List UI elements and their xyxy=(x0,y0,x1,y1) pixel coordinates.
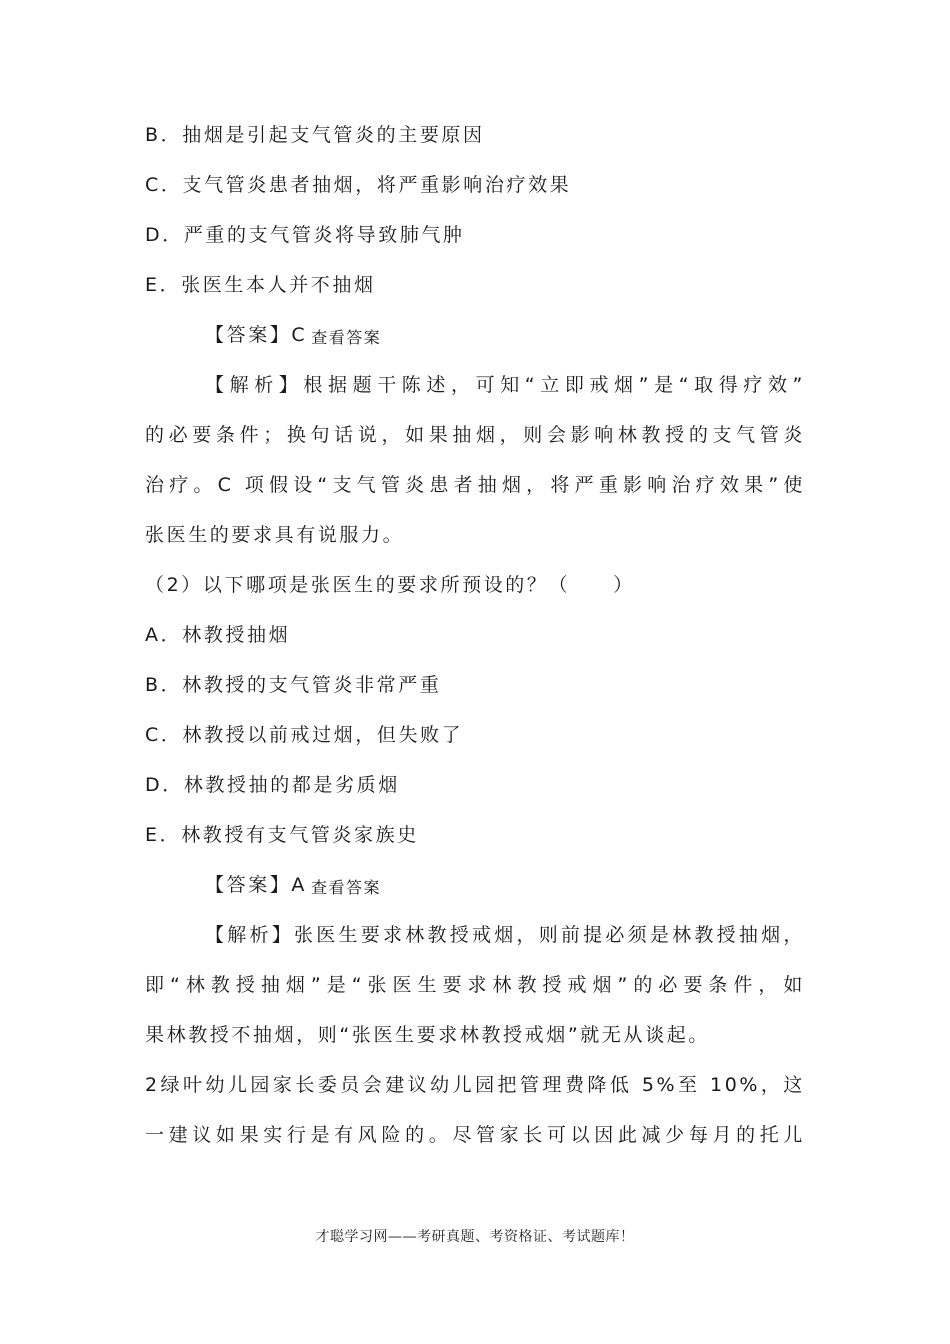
q2-answer-label: 【答案】A xyxy=(205,874,307,896)
q2-analysis-line-1: 【解析】张医生要求林教授戒烟，则前提必须是林教授抽烟， xyxy=(205,924,805,946)
q1-answer xyxy=(205,322,865,349)
q3-line-2: 一建议如果实行是有风险的。尽管家长可以因此减少每月的托儿 xyxy=(145,1124,805,1146)
q2-option-e: E．林教授有支气管炎家族史 xyxy=(145,824,419,846)
q2-option-a: A．林教授抽烟 xyxy=(145,624,291,646)
page-footer: 才聪学习网——考研真题、考资格证、考试题库！ xyxy=(315,1229,635,1245)
q1-analysis-line-3: 治疗。C 项假设“支气管炎患者抽烟，将严重影响治疗效果”使 xyxy=(145,474,805,496)
q1-answer-label: 【答案】C xyxy=(205,324,308,346)
q2-analysis-line-3: 果林教授不抽烟，则“张医生要求林教授戒烟”就无从谈起。 xyxy=(145,1024,710,1046)
q2-view-answer-link[interactable]: 查看答案 xyxy=(311,878,382,897)
q2-option-c: C．林教授以前戒过烟，但失败了 xyxy=(145,724,464,746)
q2-analysis-line-2: 即“林教授抽烟”是“张医生要求林教授戒烟”的必要条件，如 xyxy=(145,974,805,996)
q1-analysis-line-1: 【解析】根据题干陈述，可知“立即戒烟”是“取得疗效” xyxy=(205,374,805,396)
q1-option-e: E．张医生本人并不抽烟 xyxy=(145,274,376,296)
q1-view-answer-link[interactable]: 查看答案 xyxy=(311,328,382,347)
q1-analysis-line-4: 张医生的要求具有说服力。 xyxy=(145,524,405,546)
q3-line-1: 2绿叶幼儿园家长委员会建议幼儿园把管理费降低 5%至 10%，这 xyxy=(145,1074,805,1096)
q1-option-b: B．抽烟是引起支气管炎的主要原因 xyxy=(145,124,485,146)
q2-question: （2）以下哪项是张医生的要求所预设的？（ ） xyxy=(145,574,635,596)
q1-option-d: D．严重的支气管炎将导致肺气肿 xyxy=(145,224,465,246)
q2-option-b: B．林教授的支气管炎非常严重 xyxy=(145,674,442,696)
q1-analysis-line-2: 的必要条件；换句话说，如果抽烟，则会影响林教授的支气管炎 xyxy=(145,424,805,446)
q2-option-d: D．林教授抽的都是劣质烟 xyxy=(145,774,400,796)
q2-answer xyxy=(205,872,865,899)
q1-option-c: C．支气管炎患者抽烟，将严重影响治疗效果 xyxy=(145,174,572,196)
